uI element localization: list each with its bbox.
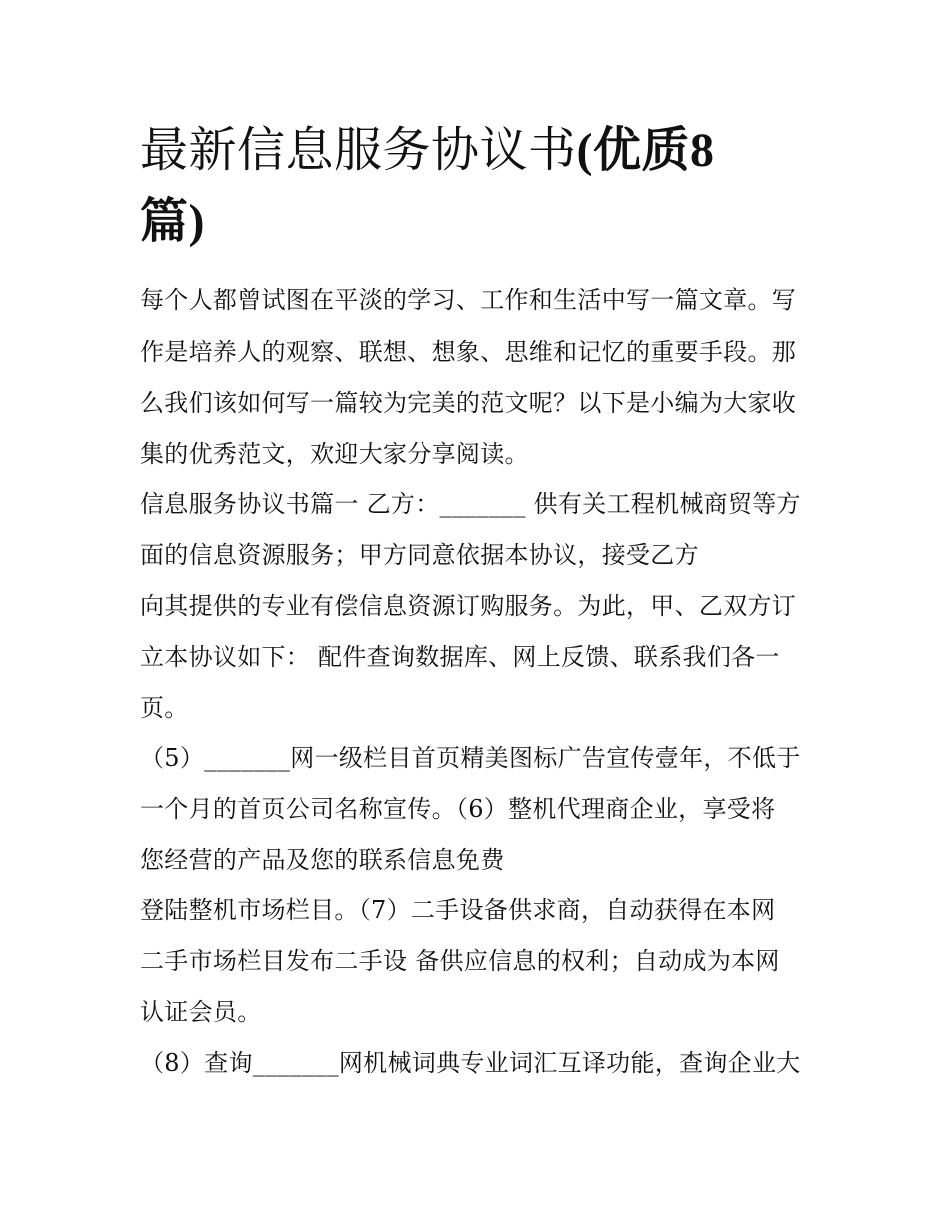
body-line: （8）查询_______网机械词典专业词汇互译功能，查询企业大 — [140, 1049, 801, 1077]
body-line: 么我们该如何写一篇较为完美的范文呢？以下是小编为大家收 — [140, 389, 797, 417]
body-line: 二手市场栏目发布二手设 备供应信息的权利；自动成为本网 — [140, 947, 780, 975]
title-number: 8 — [690, 124, 715, 177]
body-line: 每个人都曾试图在平淡的学习、工作和生活中写一篇文章。写 — [140, 286, 797, 314]
body-line: （5）_______网一级栏目首页精美图标广告宣传壹年，不低于 — [140, 744, 801, 772]
body-line: 一个月的首页公司名称宣传。（6）整机代理商企业，享受将 — [140, 795, 776, 823]
body-line: 面的信息资源服务；甲方同意依据本协议，接受乙方 — [140, 541, 699, 569]
body-line: 认证会员。 — [140, 998, 262, 1026]
title-text: 最新信息服务协议书 — [140, 122, 577, 178]
title-suffix: 篇) — [140, 195, 205, 248]
body-line: 集的优秀范文，欢迎大家分享阅读。 — [140, 440, 529, 468]
body-line: 作是培养人的观察、联想、想象、思维和记忆的重要手段。那 — [140, 338, 797, 366]
body-line: 向其提供的专业有偿信息资源订购服务。为此，甲、乙双方订 — [140, 592, 797, 620]
body-line: 登陆整机市场栏目。（7）二手设备供求商，自动获得在本网 — [140, 896, 776, 924]
body-line: 立本协议如下： 配件查询数据库、网上反馈、联系我们各一 — [140, 643, 780, 671]
document-title — [140, 115, 820, 257]
body-line: 页。 — [140, 694, 189, 722]
body-line: 信息服务协议书篇一 乙方：_______ 供有关工程机械商贸等方 — [140, 490, 801, 518]
body-line: 您经营的产品及您的联系信息免费 — [140, 846, 505, 874]
title-paren-open: (优质 — [576, 124, 691, 177]
